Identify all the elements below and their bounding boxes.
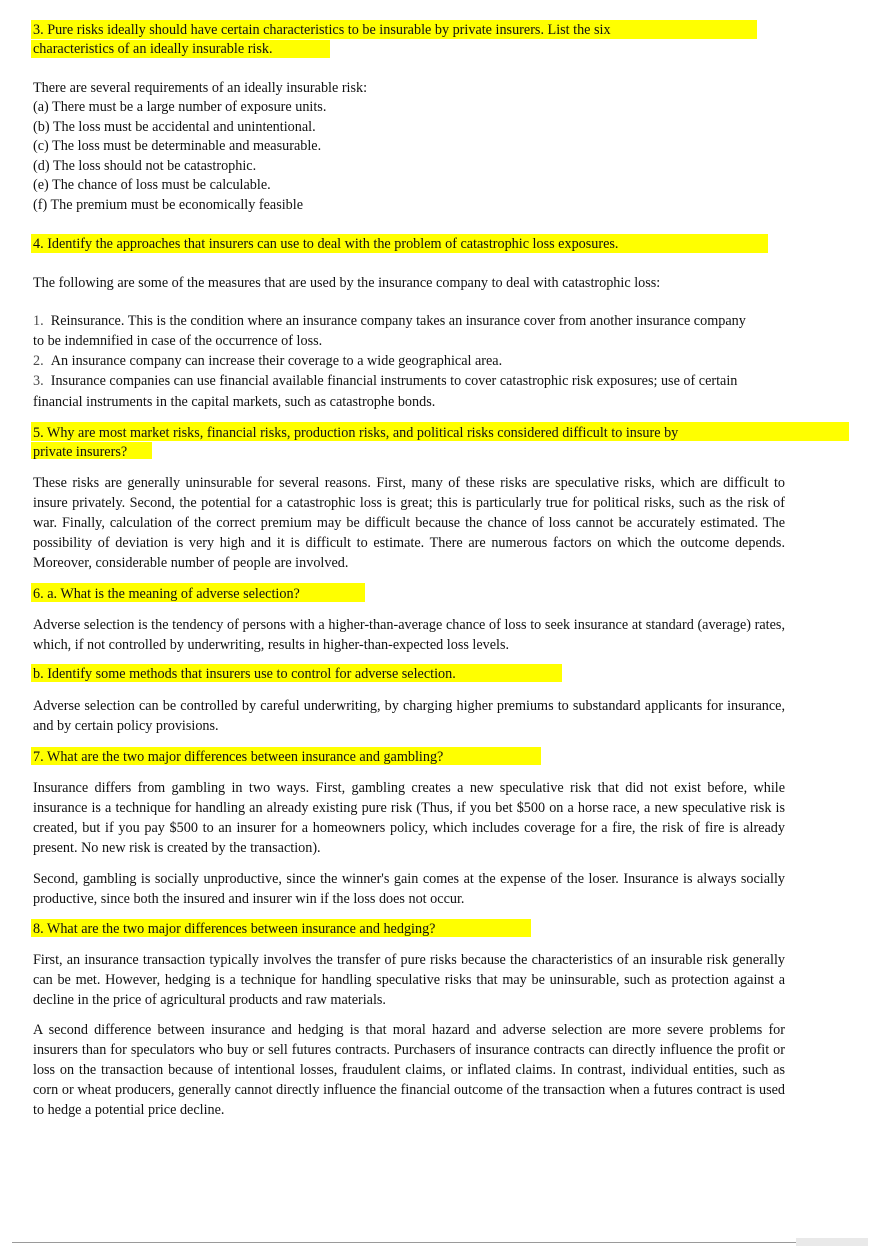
list-item-continuation: financial instruments in the capital markets, such as catastrophe bonds. xyxy=(33,394,436,410)
question-6b-answer: Adverse selection can be controlled by careful underwriting, by charging higher premiums to substandard applicants for insurance, and by certain policy provisions. xyxy=(33,698,785,734)
question-6a-heading: 6. a. What is the meaning of adverse selection? xyxy=(33,586,300,602)
list-number: 2. xyxy=(33,353,44,369)
list-item: (e) The chance of loss must be calculable. xyxy=(33,177,271,193)
question-8-heading: 8. What are the two major differences between insurance and hedging? xyxy=(33,921,436,937)
question-6a-answer: Adverse selection is the tendency of persons with a higher-than-average chance of loss to seek insurance at standard (average) rates, which, if not controlled by underwriting, results in higher-than-expected loss levels. xyxy=(33,617,785,653)
list-number: 1. xyxy=(33,313,44,329)
list-item-text: Reinsurance. This is the condition where an insurance company takes an insurance cover from another insurance company xyxy=(50,313,746,329)
list-item xyxy=(33,371,737,391)
question-5-heading-line-1: 5. Why are most market risks, financial risks, production risks, and political risks considered difficult to insure by xyxy=(33,425,679,441)
footer-watermark xyxy=(796,1238,868,1246)
list-item: (a) There must be a large number of exposure units. xyxy=(33,99,327,115)
question-3-intro: There are several requirements of an ideally insurable risk: xyxy=(33,80,368,96)
question-5-heading-line-2: private insurers? xyxy=(33,444,128,460)
question-6b-heading: b. Identify some methods that insurers use to control for adverse selection. xyxy=(33,666,456,682)
question-4-intro: The following are some of the measures that are used by the insurance company to deal with catastrophic loss: xyxy=(33,275,661,291)
page-bottom-rule xyxy=(12,1242,868,1243)
list-item-text: Insurance companies can use financial available financial instruments to cover catastrophic risk exposures; use of certain xyxy=(50,373,738,389)
question-4-heading: 4. Identify the approaches that insurers can use to deal with the problem of catastrophic loss exposures. xyxy=(33,236,619,252)
question-5-answer: These risks are generally uninsurable for several reasons. First, many of these risks are speculative risks, which are difficult to insure privately. Second, the potential for a catastrophic loss is great; this is particularly true for political risks, such as the risk of war. Finally, calculation of the correct premium may be difficult because the chance of loss cannot be accurately estimated. The possibility of deviation is very high and it is difficult to estimate. There are numerous factors on which the outcome depends. Moreover, considerable number of people are involved. xyxy=(33,475,785,571)
list-item: (d) The loss should not be catastrophic. xyxy=(33,158,257,174)
list-number: 3. xyxy=(33,373,44,389)
question-3-heading-line-1: 3. Pure risks ideally should have certain characteristics to be insurable by private insurers. List the six xyxy=(33,22,611,38)
list-item: (f) The premium must be economically feasible xyxy=(33,197,303,213)
list-item: (b) The loss must be accidental and unintentional. xyxy=(33,119,316,135)
question-8-answer-2: A second difference between insurance and hedging is that moral hazard and adverse selection are more severe problems for insurers than for speculators who buy or sell futures contracts. Purchasers of insurance contracts can directly influence the profit or loss on the transaction because of intentional losses, fraudulent claims, or inflated claims. In contrast, individual entities, such as corn or wheat producers, generally cannot directly influence the financial outcome of the transaction when a futures contract is used to hedge a potential price decline. xyxy=(33,1022,785,1118)
list-item-continuation: to be indemnified in case of the occurrence of loss. xyxy=(33,333,323,349)
list-item xyxy=(33,351,502,371)
question-7-answer-1: Insurance differs from gambling in two ways. First, gambling creates a new speculative risk that did not exist before, while insurance is a technique for handling an already existing pure risk (Thus, if you bet $500 on a horse race, a new speculative risk is created, but if you pay $500 to an insurer for a homeowners policy, which includes coverage for a fire, the risk of fire is already present. No new risk is created by the transaction). xyxy=(33,780,785,856)
question-8-answer-1: First, an insurance transaction typically involves the transfer of pure risks because the characteristics of an insurable risk generally can be met. However, hedging is a technique for handling speculative risks that may be uninsurable, such as protection against a decline in the price of agricultural products and raw materials. xyxy=(33,952,785,1008)
list-item xyxy=(33,311,746,331)
question-7-answer-2: Second, gambling is socially unproductive, since the winner's gain comes at the expense of the loser. Insurance is always socially productive, since both the insured and insurer win if the loss does not occur. xyxy=(33,871,785,907)
list-item-text: An insurance company can increase their coverage to a wide geographical area. xyxy=(50,353,503,369)
list-item: (c) The loss must be determinable and measurable. xyxy=(33,138,322,154)
question-7-heading: 7. What are the two major differences between insurance and gambling? xyxy=(33,749,444,765)
question-3-heading-line-2: characteristics of an ideally insurable risk. xyxy=(33,41,273,57)
